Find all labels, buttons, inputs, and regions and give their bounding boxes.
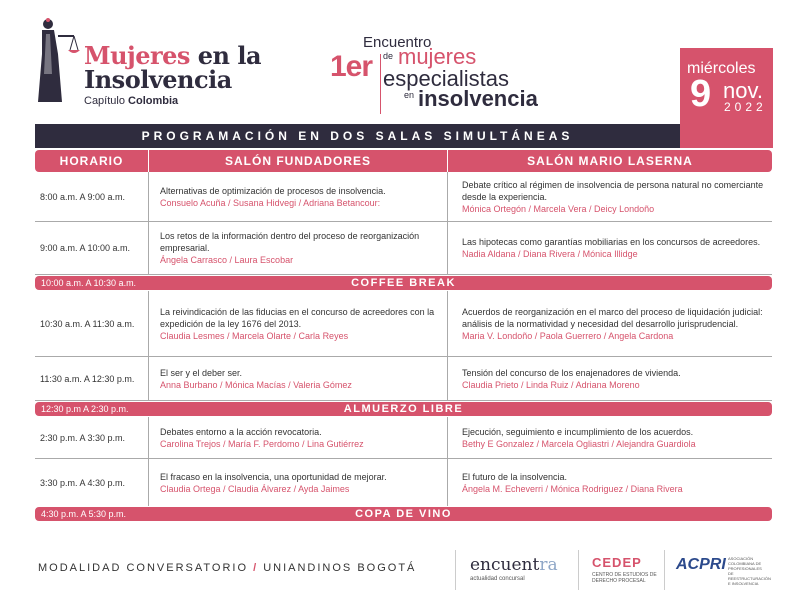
footer-modality (38, 562, 416, 574)
session-speakers: Carolina Trejos / María F. Perdomo / Lina Gutiérrez (160, 438, 364, 449)
room2-session (462, 357, 767, 400)
table-row (35, 459, 772, 506)
table-row (35, 172, 772, 222)
brand-sub-colombia: Colombia (128, 95, 179, 107)
event-word-mujeres: mujeres (398, 44, 477, 69)
event-word-en: en (404, 90, 415, 100)
brand-word-insolvencia: Insolvencia (84, 65, 232, 94)
footer-divider (578, 550, 579, 590)
session-speakers: Mónica Ortegón / Marcela Vera / Deicy Londoño (462, 203, 655, 214)
date-day: 9 (690, 73, 712, 115)
brand-word-en-la: en la (189, 41, 262, 70)
event-title-divider (380, 54, 381, 114)
footer-divider (664, 550, 665, 590)
event-title (330, 14, 590, 114)
row-time: 9:00 a.m. A 10:00 a.m. (40, 243, 131, 253)
acpri-logo (676, 556, 771, 586)
encuentra-logo-text-b: ra (539, 555, 558, 575)
break-label: ALMUERZO LIBRE (343, 403, 464, 415)
footer-venue-text: UNIANDINOS BOGOTÁ (263, 562, 417, 574)
column-divider (148, 222, 149, 274)
break-time: 4:30 p.m. A 5:30 p.m. (41, 509, 127, 519)
justice-statue-icon (34, 14, 80, 106)
session-title: El ser y el deber ser. (160, 367, 243, 378)
break-bar (35, 402, 772, 416)
footer-modality-text: MODALIDAD CONVERSATORIO (38, 562, 249, 574)
session-title: La reivindicación de las fiducias en el concurso de acreedores con la expedición de la ley 1676 del 2013. (160, 306, 435, 329)
break-time: 10:00 a.m. A 10:30 a.m. (41, 278, 137, 288)
session-speakers: Nadia Aldana / Diana Rivera / Mónica Illidge (462, 249, 638, 259)
cedep-logo (592, 555, 662, 584)
room1-session (160, 357, 445, 400)
mujeres-insolvencia-logo (34, 14, 262, 114)
session-speakers: Bethy E Gonzalez / Marcela Ogliastri / Alejandra Guardiola (462, 438, 696, 449)
cedep-logo-sub: CENTRO DE ESTUDIOS DE DERECHO PROCESAL (592, 572, 657, 584)
room2-session (462, 291, 767, 356)
event-number: 1er (330, 50, 373, 83)
room2-session (462, 417, 767, 458)
event-word-especialistas: especialistas (383, 66, 509, 91)
break-label: COFFEE BREAK (351, 277, 456, 289)
session-title: Acuerdos de reorganización en el marco del proceso de liquidación judicial: análisis de la normatividad y necesidad del desarrollo jurisprudencial. (462, 306, 763, 329)
column-header-time: HORARIO (35, 150, 148, 172)
column-header-room2: SALÓN MARIO LASERNA (448, 150, 772, 172)
row-time: 11:30 a.m. A 12:30 p.m. (40, 373, 135, 384)
event-word-encuentro: Encuentro (363, 34, 432, 51)
room2-session (462, 222, 767, 274)
room1-session (160, 172, 445, 221)
table-row (35, 222, 772, 275)
room1-session (160, 291, 445, 356)
row-time: 2:30 p.m. A 3:30 p.m. (40, 432, 126, 443)
date-badge (680, 48, 773, 148)
session-title: El futuro de la insolvencia. (462, 471, 568, 482)
room1-session (160, 222, 445, 274)
brand-sub-capitulo: Capítulo (84, 95, 129, 107)
row-time: 8:00 a.m. A 9:00 a.m. (40, 191, 126, 202)
acpri-logo-text: ACPRI (676, 556, 726, 573)
date-month: nov. (723, 78, 763, 103)
column-divider (447, 291, 448, 356)
break-bar (35, 507, 772, 521)
footer-slash: / (253, 562, 259, 574)
break-time: 12:30 p.m A 2:30 p.m. (41, 404, 129, 414)
date-year: 2022 (724, 100, 767, 114)
row-time: 10:30 a.m. A 11:30 a.m. (40, 318, 135, 329)
column-divider (447, 459, 448, 506)
date-weekday: miércoles (687, 60, 756, 77)
column-divider (148, 459, 149, 506)
session-title: Ejecución, seguimiento e incumplimiento de los acuerdos. (462, 426, 694, 437)
column-divider (447, 222, 448, 274)
column-divider (148, 417, 149, 458)
session-title: Los retos de la información dentro del proceso de reorganización empresarial. (160, 231, 420, 253)
room1-session (160, 417, 445, 458)
session-speakers: Claudia Prieto / Linda Ruiz / Adriana Moreno (462, 379, 640, 390)
session-speakers: Claudia Lesmes / Marcela Olarte / Carla Reyes (160, 330, 349, 341)
session-speakers: Maria V. Londoño / Paola Guerrero / Angela Cardona (462, 330, 674, 341)
encuentra-logo-text-a: encuent (470, 555, 540, 575)
column-divider (148, 357, 149, 400)
event-word-de: de (383, 51, 394, 61)
session-speakers: Claudia Ortega / Claudia Álvarez / Ayda Jaimes (160, 483, 350, 494)
encuentra-logo-sub: actualidad concursal (470, 576, 525, 582)
footer-divider (455, 550, 456, 590)
session-title: Las hipotecas como garantías mobiliarias en los concursos de acreedores. (462, 237, 761, 247)
column-divider (447, 417, 448, 458)
session-speakers: Anna Burbano / Mónica Macías / Valeria Gómez (160, 379, 352, 390)
column-divider (447, 172, 448, 221)
room2-session (462, 459, 767, 506)
column-header-room1: SALÓN FUNDADORES (149, 150, 447, 172)
cedep-logo-text: CEDEP (592, 555, 642, 570)
table-row (35, 417, 772, 459)
column-divider (148, 172, 149, 221)
session-speakers: Ángela M. Echeverri / Mónica Rodriguez / Diana Rivera (462, 483, 683, 494)
session-title: Debate crítico al régimen de insolvencia de persona natural no comerciante desde la experiencia. (462, 179, 764, 202)
room2-session (462, 172, 767, 221)
session-title: El fracaso en la insolvencia, una oportunidad de mejorar. (160, 471, 387, 482)
acpri-logo-sub: ASOCIACIÓN COLOMBIANA DE PROFESIONALES DE REESTRUCTURACIÓN E INSOLVENCIA (728, 556, 771, 586)
session-speakers: Ángela Carrasco / Laura Escobar (160, 255, 294, 265)
table-row (35, 357, 772, 401)
program-banner: PROGRAMACIÓN EN DOS SALAS SIMULTÁNEAS (35, 124, 680, 148)
session-title: Alternativas de optimización de procesos de insolvencia. (160, 185, 386, 196)
session-speakers: Consuelo Acuña / Susana Hidvegi / Adriana Betancour: (160, 197, 381, 208)
column-divider (447, 357, 448, 400)
session-title: Tensión del concurso de los enajenadores de vivienda. (462, 367, 681, 378)
event-word-insolvencia: insolvencia (418, 86, 538, 111)
session-title: Debates entorno a la acción revocatoria. (160, 426, 322, 437)
room1-session (160, 459, 445, 506)
encuentra-logo (470, 555, 558, 582)
table-row (35, 291, 772, 357)
row-time: 3:30 p.m. A 4:30 p.m. (40, 477, 126, 488)
column-divider (148, 291, 149, 356)
break-bar (35, 276, 772, 290)
brand-word-mujeres: Mujeres (84, 41, 190, 70)
break-label: COPA DE VINO (355, 508, 452, 520)
